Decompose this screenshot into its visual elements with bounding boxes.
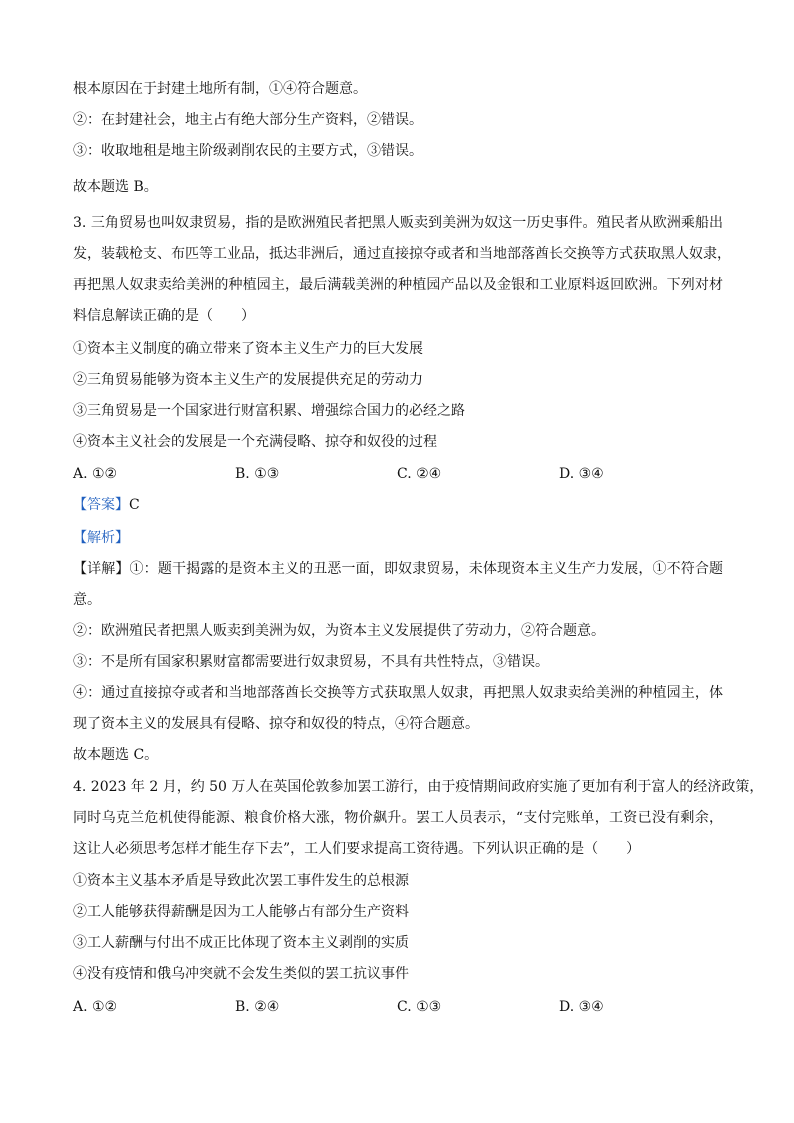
q3-stem-line: 3. 三角贸易也叫奴隶贸易，指的是欧洲殖民者把黑人贩卖到美洲为奴这一历史事件。殖民者从欧洲乘船出 bbox=[73, 215, 723, 231]
q3-statement: ④资本主义社会的发展是一个充满侵略、掠夺和奴役的过程 bbox=[73, 434, 437, 450]
q3-answer bbox=[73, 495, 723, 515]
q3-options bbox=[73, 464, 723, 484]
q4-stem-line: 同时乌克兰危机使得能源、粮食价格大涨，物价飙升。罢工人员表示，“支付完账单，工资已没有剩余， bbox=[73, 810, 723, 826]
q3-stem-line: 发，装载枪支、布匹等工业品，抵达非洲后，通过直接掠夺或者和当地部落酋长交换等方式获取黑人奴隶， bbox=[73, 246, 731, 262]
prev-analysis-line: ③：收取地租是地主阶级剥削农民的主要方式，③错误。 bbox=[73, 143, 423, 159]
q3-detail-line: ③：不是所有国家积累财富都需要进行奴隶贸易，不具有共性特点，③错误。 bbox=[73, 654, 549, 670]
q3-stem-line: 料信息解读正确的是（ ） bbox=[73, 308, 255, 324]
q4-statement: ④没有疫情和俄乌冲突就不会发生类似的罢工抗议事件 bbox=[73, 966, 409, 982]
q4-option-c: C. ①③ bbox=[397, 999, 442, 1015]
answer-tag: 【答案】 bbox=[73, 497, 129, 513]
q3-statement: ①资本主义制度的确立带来了资本主义生产力的巨大发展 bbox=[73, 341, 423, 357]
q4-statement: ①资本主义基本矛盾是导致此次罢工事件发生的总根源 bbox=[73, 873, 409, 889]
q3-option-b: B. ①③ bbox=[235, 466, 280, 482]
prev-analysis-line: 根本原因在于封建土地所有制，①④符合题意。 bbox=[73, 81, 367, 97]
detail-text: ①：题干揭露的是资本主义的丑恶一面，即奴隶贸易，未体现资本主义生产力发展，①不符合题 bbox=[129, 561, 724, 577]
answer-value: C bbox=[129, 497, 140, 513]
q3-analysis-heading bbox=[73, 528, 723, 548]
analysis-tag: 【解析】 bbox=[73, 530, 129, 546]
q4-statement: ③工人薪酬与付出不成正比体现了资本主义剥削的实质 bbox=[73, 935, 409, 951]
q3-statement: ②三角贸易能够为资本主义生产的发展提供充足的劳动力 bbox=[73, 372, 423, 388]
q4-option-d: D. ③④ bbox=[559, 999, 604, 1015]
q3-statement: ③三角贸易是一个国家进行财富积累、增强综合国力的必经之路 bbox=[73, 403, 465, 419]
prev-conclusion: 故本题选 B。 bbox=[73, 179, 158, 195]
q3-stem-line: 再把黑人奴隶卖给美洲的种植园主，最后满载美洲的种植园产品以及金银和工业原料返回欧洲。下列对材 bbox=[73, 277, 723, 293]
q3-detail-line: 意。 bbox=[73, 592, 101, 608]
q4-stem-line: 这让人必须思考怎样才能生存下去”，工人们要求提高工资待遇。下列认识正确的是（ ） bbox=[73, 841, 641, 857]
q3-detail-line: 现了资本主义的发展具有侵略、掠夺和奴役的特点，④符合题意。 bbox=[73, 716, 479, 732]
q3-option-d: D. ③④ bbox=[559, 466, 604, 482]
q3-detail-line: ④：通过直接掠夺或者和当地部落酋长交换等方式获取黑人奴隶，再把黑人奴隶卖给美洲的种植园主，体 bbox=[73, 685, 723, 701]
q4-options bbox=[73, 997, 723, 1017]
q3-option-c: C. ②④ bbox=[397, 466, 442, 482]
prev-analysis-line: ②：在封建社会，地主占有绝大部分生产资料，②错误。 bbox=[73, 112, 423, 128]
q3-detail-line bbox=[73, 559, 723, 579]
q4-option-b: B. ②④ bbox=[235, 999, 280, 1015]
q4-statement: ②工人能够获得薪酬是因为工人能够占有部分生产资料 bbox=[73, 904, 409, 920]
q3-conclusion: 故本题选 C。 bbox=[73, 747, 159, 763]
q3-option-a: A. ①② bbox=[73, 466, 118, 482]
q4-stem-line: 4. 2023 年 2 月，约 50 万人在英国伦敦参加罢工游行，由于疫情期间政府实施了更加有利于富人的经济政策， bbox=[73, 779, 764, 795]
q3-detail-line: ②：欧洲殖民者把黑人贩卖到美洲为奴，为资本主义发展提供了劳动力，②符合题意。 bbox=[73, 623, 605, 639]
detail-tag: 【详解】 bbox=[73, 561, 130, 577]
q4-option-a: A. ①② bbox=[73, 999, 118, 1015]
